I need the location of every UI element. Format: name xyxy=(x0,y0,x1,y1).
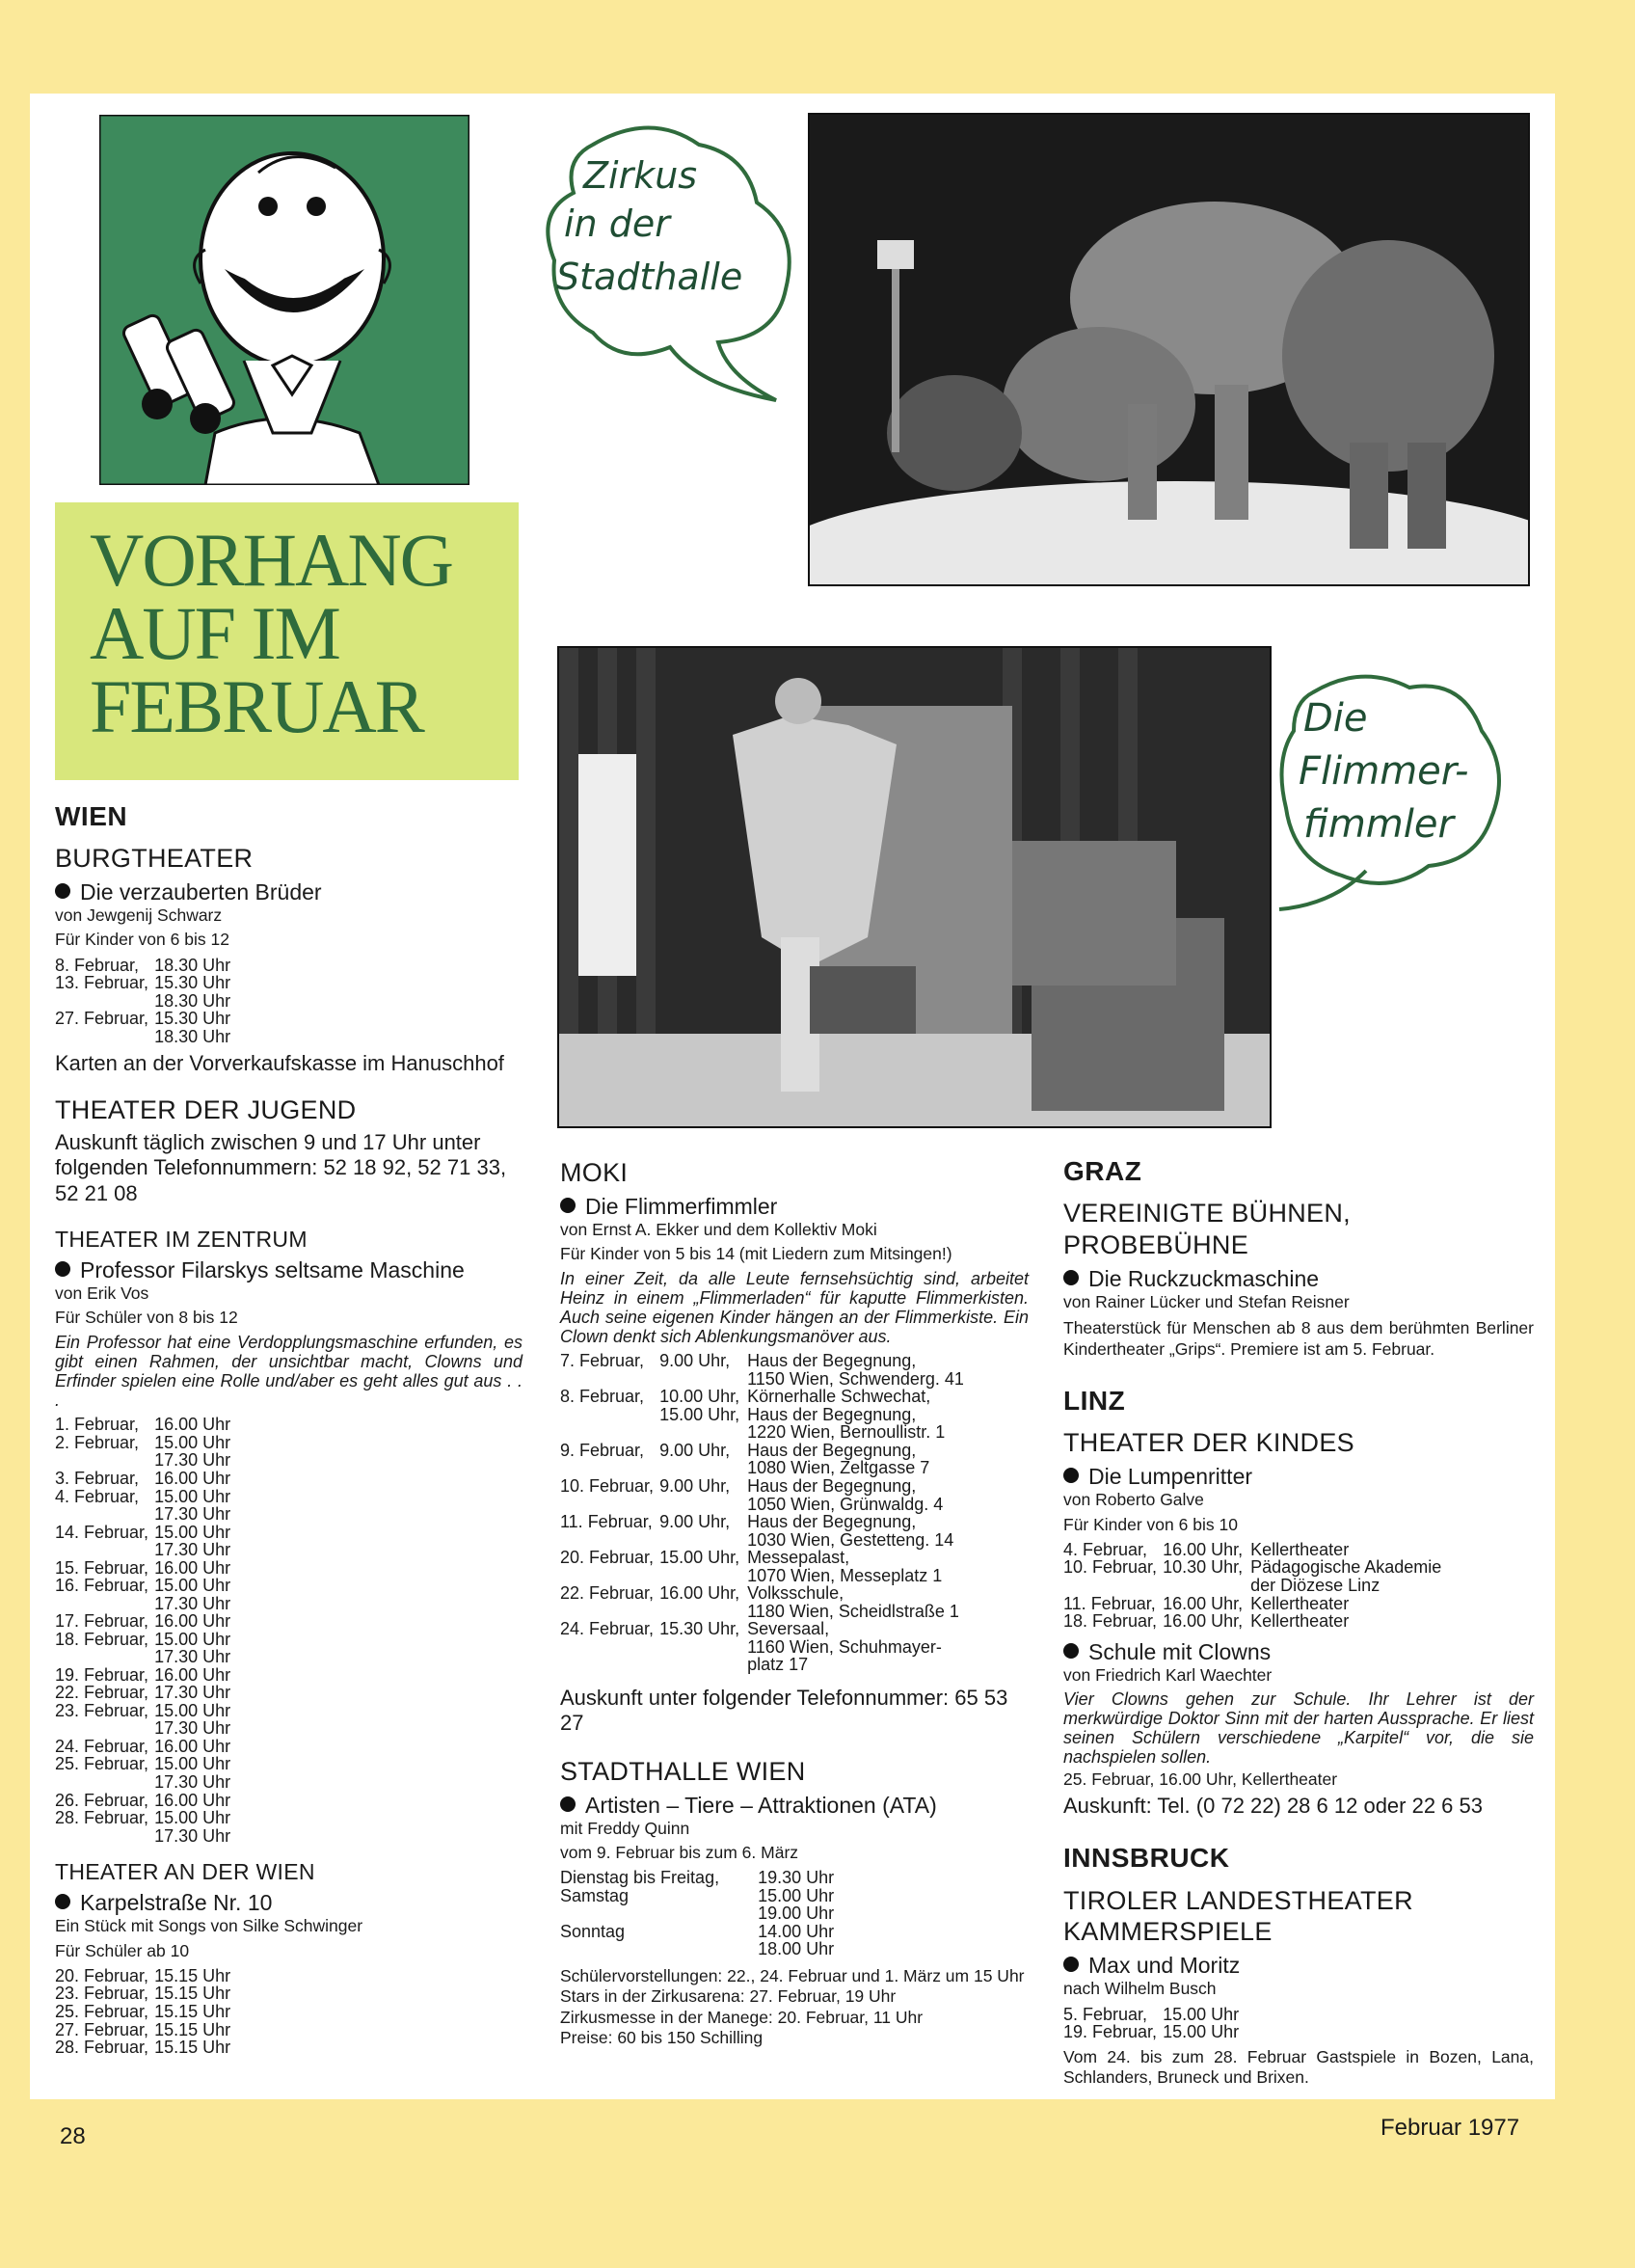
time-cell: 15.00 Uhr xyxy=(1163,2022,1240,2042)
time-cell: 16.00 Uhr, xyxy=(1163,1611,1244,1632)
date-cell xyxy=(55,1541,154,1559)
elephant-photo xyxy=(808,113,1530,586)
date-row xyxy=(560,1904,834,1923)
date-cell: 23. Februar, xyxy=(55,1984,149,2004)
date-cell: 13. Februar, xyxy=(55,973,149,993)
stadthalle-extra-3: Zirkusmesse in der Manege: 20. Februar, 11 Uhr xyxy=(560,2007,924,2027)
dates-moki xyxy=(560,1352,964,1674)
date-row xyxy=(560,1940,834,1958)
bubble-circus-line-3: Stadthalle xyxy=(556,256,743,298)
date-row xyxy=(55,1684,230,1702)
venue-stadthalle: STADTHALLE WIEN xyxy=(560,1756,806,1786)
date-cell: 5. Februar, xyxy=(1063,2004,1148,2024)
time-cell: 10.30 Uhr, xyxy=(1163,1557,1244,1578)
time-cell: 16.00 Uhr xyxy=(154,1611,231,1632)
time-cell: 15.00 Uhr xyxy=(154,1754,231,1774)
time-cell: 16.00 Uhr xyxy=(154,1736,231,1756)
place-cell: Seversaal, xyxy=(747,1619,830,1639)
time-cell: 17.30 Uhr xyxy=(154,1450,231,1471)
bubble-circus-line-2: in der xyxy=(564,202,670,245)
play-ruckzuck: Die Ruckzuckmaschine xyxy=(1063,1265,1534,1292)
time-cell: 15.30 Uhr xyxy=(154,973,231,993)
time-cell: 17.30 Uhr xyxy=(154,1683,231,1703)
moki-info: Auskunft unter folgender Telefonnummer: 65 53 27 xyxy=(560,1685,1008,1736)
time-cell: 15.30 Uhr xyxy=(154,1009,231,1029)
time-cell: 16.00 Uhr xyxy=(154,1790,231,1810)
time-cell xyxy=(659,1603,747,1621)
time-cell: 15.00 Uhr xyxy=(154,1700,231,1720)
stadthalle-extra-1: Schülervorstellungen: 22., 24. Februar und 1. März um 15 Uhr xyxy=(560,1965,1025,1985)
place-cell: 1160 Wien, Schuhmayer- xyxy=(747,1636,942,1657)
date-cell xyxy=(560,1656,659,1674)
date-row xyxy=(1063,1595,1441,1613)
dates-innsbruck xyxy=(1063,2006,1239,2041)
place-cell: 1220 Wien, Bernoullistr. 1 xyxy=(747,1422,946,1443)
date-row xyxy=(55,1577,230,1595)
place-cell: Haus der Begegnung, xyxy=(747,1351,917,1371)
date-row xyxy=(55,2021,230,2039)
time-cell: 16.00 Uhr xyxy=(154,1415,231,1435)
place-cell: Haus der Begegnung, xyxy=(747,1404,917,1424)
date-row xyxy=(560,1531,964,1550)
time-cell: 19.30 Uhr xyxy=(758,1868,835,1888)
date-cell xyxy=(560,1459,659,1477)
time-cell: 17.30 Uhr xyxy=(154,1540,231,1560)
time-cell xyxy=(659,1638,747,1657)
issue-date: Februar 1977 xyxy=(1380,2115,1520,2141)
date-row xyxy=(560,1388,964,1406)
date-cell: 2. Februar, xyxy=(55,1432,140,1452)
date-row xyxy=(55,1612,230,1631)
date-cell: 22. Februar, xyxy=(55,1683,149,1703)
time-cell: 10.00 Uhr, xyxy=(659,1387,740,1407)
venue-theater-der-jugend: THEATER DER JUGEND xyxy=(55,1094,357,1124)
place-cell: Pädagogische Akademie xyxy=(1250,1557,1442,1578)
time-cell: 15.00 Uhr xyxy=(154,1629,231,1649)
date-cell: 20. Februar, xyxy=(560,1548,655,1568)
date-cell: 8. Februar, xyxy=(560,1387,645,1407)
date-cell: Sonntag xyxy=(560,1921,626,1941)
play-karpelstrasse: Karpelstraße Nr. 10 xyxy=(55,1889,523,1916)
bubble-flimmer-line-2: Flimmer- xyxy=(1299,749,1469,794)
time-cell: 15.00 Uhr, xyxy=(659,1404,740,1424)
time-cell xyxy=(659,1423,747,1442)
date-row xyxy=(55,1559,230,1578)
time-cell: 16.00 Uhr, xyxy=(659,1583,740,1604)
age-linz: Für Kinder von 6 bis 10 xyxy=(1063,1514,1238,1534)
city-wien: WIEN xyxy=(55,801,128,831)
author-schwarz: von Jewgenij Schwarz xyxy=(55,905,223,926)
date-row xyxy=(55,2003,230,2021)
date-cell xyxy=(55,1451,154,1470)
desc-schule-mit-clowns: Vier Clowns gehen zur Schule. Ihr Lehrer ist der merkwürdige Doktor Sinn mit der harten Aussprache. Er liest seinen Schülern verschiedene „Karpitel“ vor, die sie nachspielen sollen. xyxy=(1063,1688,1534,1768)
date-cell: 10. Februar, xyxy=(560,1476,655,1497)
date-row xyxy=(55,1488,230,1506)
date-cell: 11. Februar, xyxy=(1063,1593,1156,1613)
date-row xyxy=(1063,1541,1441,1559)
date-cell xyxy=(55,1595,154,1613)
place-cell: 1050 Wien, Grünwaldg. 4 xyxy=(747,1494,944,1514)
date-row xyxy=(560,1567,964,1585)
date-row xyxy=(560,1406,964,1424)
place-cell: platz 17 xyxy=(747,1655,809,1675)
time-cell xyxy=(659,1496,747,1514)
page-number: 28 xyxy=(60,2123,86,2149)
age-zentrum: Für Schüler von 8 bis 12 xyxy=(55,1308,238,1328)
date-row xyxy=(560,1620,964,1638)
date-row xyxy=(55,1702,230,1720)
time-cell: 15.00 Uhr xyxy=(1163,2004,1240,2024)
time-cell: 15.00 Uhr xyxy=(154,1576,231,1596)
time-cell xyxy=(659,1531,747,1550)
burg-note: Karten an der Vorverkaufskasse im Hanuschhof xyxy=(55,1051,504,1076)
date-row xyxy=(55,1416,230,1434)
date-row xyxy=(55,1967,230,1985)
time-cell: 18.30 Uhr xyxy=(154,1026,231,1046)
city-graz: GRAZ xyxy=(1063,1156,1142,1186)
play-flimmerfimmler: Die Flimmerfimmler xyxy=(560,1193,1029,1220)
place-cell: Körnerhalle Schwechat, xyxy=(747,1387,931,1407)
time-cell: 15.15 Uhr xyxy=(154,2038,231,2058)
date-cell: 19. Februar, xyxy=(1063,2022,1158,2042)
date-row xyxy=(560,1887,834,1905)
bubble-flimmer-line-1: Die xyxy=(1303,696,1368,741)
date-row xyxy=(560,1549,964,1567)
dates-burgtheater xyxy=(55,957,230,1046)
title-line-1: VORHANG xyxy=(90,518,452,602)
cartoon-illustration xyxy=(99,115,469,485)
time-cell: 15.15 Uhr xyxy=(154,2001,231,2021)
city-innsbruck: INNSBRUCK xyxy=(1063,1843,1230,1874)
date-cell: 24. Februar, xyxy=(55,1736,149,1756)
place-cell: Haus der Begegnung, xyxy=(747,1512,917,1532)
page-title xyxy=(90,518,452,748)
author-vos: von Erik Vos xyxy=(55,1283,149,1304)
date-cell: 20. Februar, xyxy=(55,1965,149,1985)
date-cell: 1. Februar, xyxy=(55,1415,140,1435)
date-cell: 10. Februar, xyxy=(1063,1557,1158,1578)
time-cell xyxy=(659,1567,747,1585)
dates-an-der-wien xyxy=(55,1967,230,2057)
author-waechter: von Friedrich Karl Waechter xyxy=(1063,1664,1273,1685)
date-cell xyxy=(55,1773,154,1792)
speech-bubble-circus xyxy=(535,116,810,410)
date-cell xyxy=(55,1648,154,1666)
date-row xyxy=(55,1755,230,1773)
time-cell: 16.00 Uhr xyxy=(154,1664,231,1685)
date-row xyxy=(55,1648,230,1666)
date-cell: 27. Februar, xyxy=(55,2019,149,2039)
dates-linz xyxy=(1063,1541,1441,1631)
author-galve: von Roberto Galve xyxy=(1063,1490,1204,1510)
date-cell: 22. Februar, xyxy=(560,1583,655,1604)
time-cell: 18.30 Uhr xyxy=(154,990,231,1011)
date-cell: 3. Februar, xyxy=(55,1468,140,1488)
time-cell: 17.30 Uhr xyxy=(154,1825,231,1846)
date-row xyxy=(560,1352,964,1370)
time-cell: 17.30 Uhr xyxy=(154,1593,231,1613)
place-cell: der Diözese Linz xyxy=(1250,1576,1380,1595)
date-row xyxy=(560,1584,964,1603)
play-verzauberten: Die verzauberten Brüder xyxy=(55,878,523,905)
time-cell: 15.00 Uhr xyxy=(154,1808,231,1828)
date-row xyxy=(55,1719,230,1738)
time-cell: 9.00 Uhr, xyxy=(659,1351,731,1371)
play-max-und-moritz: Max und Moritz xyxy=(1063,1952,1534,1979)
date-row xyxy=(1063,1558,1441,1577)
date-row xyxy=(55,1738,230,1756)
date-row xyxy=(55,1792,230,1810)
time-cell: 15.00 Uhr, xyxy=(659,1548,740,1568)
left-column xyxy=(55,800,523,2057)
right-column xyxy=(1063,1155,1534,2089)
date-cell xyxy=(560,1567,659,1585)
time-cell: 18.00 Uhr xyxy=(758,1939,835,1959)
place-cell: Messepalast, xyxy=(747,1548,850,1568)
date-cell xyxy=(560,1406,659,1424)
date-cell xyxy=(55,992,154,1011)
date-row xyxy=(55,1984,230,2003)
date-row xyxy=(55,1631,230,1649)
date-cell xyxy=(560,1370,659,1389)
venue-vereinigte-buehnen: VEREINIGTE BÜHNEN, PROBEBÜHNE xyxy=(1063,1199,1351,1260)
date-row xyxy=(560,1496,964,1514)
age-wien: Für Schüler ab 10 xyxy=(55,1940,190,1960)
time-cell xyxy=(659,1656,747,1674)
date-cell xyxy=(560,1638,659,1657)
date-row xyxy=(560,1513,964,1531)
date-cell: 28. Februar, xyxy=(55,1808,149,1828)
date-cell xyxy=(55,1827,154,1846)
date-cell xyxy=(560,1423,659,1442)
date-row xyxy=(560,1603,964,1621)
date-cell: 18. Februar, xyxy=(55,1629,149,1649)
period-stadthalle: vom 9. Februar bis zum 6. März xyxy=(560,1842,799,1862)
desc-filarsky: Ein Professor hat eine Verdopplungsmaschine erfunden, es gibt einen Rahmen, der unsichtbar macht, Clowns und Erfinder spielen eine Rolle und/aber es geht alles gut aus . . . xyxy=(55,1332,523,1411)
time-cell: 16.00 Uhr, xyxy=(1163,1593,1244,1613)
author-quinn: mit Freddy Quinn xyxy=(560,1818,690,1838)
date-row xyxy=(55,1541,230,1559)
date-cell: 26. Februar, xyxy=(55,1790,149,1810)
play-lumpenritter: Die Lumpenritter xyxy=(1063,1463,1534,1490)
play-filarsky: Professor Filarskys seltsame Maschine xyxy=(55,1256,523,1283)
date-cell xyxy=(560,1496,659,1514)
place-cell: Kellertheater xyxy=(1250,1539,1350,1559)
date-row xyxy=(560,1638,964,1657)
time-cell xyxy=(1163,1577,1250,1595)
date-row xyxy=(560,1423,964,1442)
play-schule-mit-clowns: Schule mit Clowns xyxy=(1063,1638,1534,1665)
innsbruck-note: Vom 24. bis zum 28. Februar Gastspiele in Bozen, Lana, Schlanders, Bruneck und Brixen. xyxy=(1063,2046,1534,2088)
time-cell: 15.00 Uhr xyxy=(758,1885,835,1905)
date-row xyxy=(560,1442,964,1460)
date-row xyxy=(560,1923,834,1941)
bubble-circus-line-1: Zirkus xyxy=(583,154,698,197)
time-cell: 18.30 Uhr xyxy=(154,955,231,975)
date-cell xyxy=(560,1940,758,1958)
place-cell: 1070 Wien, Messeplatz 1 xyxy=(747,1565,943,1585)
date-cell: 28. Februar, xyxy=(55,2038,149,2058)
date-cell: 14. Februar, xyxy=(55,1522,149,1542)
time-cell: 17.30 Uhr xyxy=(154,1647,231,1667)
time-cell: 17.30 Uhr xyxy=(154,1718,231,1739)
times-stadthalle xyxy=(560,1869,834,1958)
date-row xyxy=(55,1666,230,1685)
time-cell: 15.15 Uhr xyxy=(154,1984,231,2004)
date-row xyxy=(1063,2023,1239,2041)
date-cell: 16. Februar, xyxy=(55,1576,149,1596)
date-row xyxy=(55,1470,230,1488)
time-cell: 14.00 Uhr xyxy=(758,1921,835,1941)
author-schwinger: Ein Stück mit Songs von Silke Schwinger xyxy=(55,1916,363,1936)
date-row xyxy=(55,1773,230,1792)
date-cell: 9. Februar, xyxy=(560,1440,645,1460)
time-cell: 15.15 Uhr xyxy=(154,2019,231,2039)
time-cell: 15.00 Uhr xyxy=(154,1522,231,1542)
city-linz: LINZ xyxy=(1063,1386,1126,1417)
date-row xyxy=(1063,1577,1441,1595)
date-cell: 24. Februar, xyxy=(560,1619,655,1639)
date-row xyxy=(560,1869,834,1887)
time-cell: 19.00 Uhr xyxy=(758,1904,835,1924)
date-cell: 7. Februar, xyxy=(560,1351,645,1371)
age-burg: Für Kinder von 6 bis 12 xyxy=(55,930,229,950)
play-ata: Artisten – Tiere – Attraktionen (ATA) xyxy=(560,1792,1029,1819)
date-cell: 25. Februar, xyxy=(55,2001,149,2021)
venue-theater-der-kindes: THEATER DER KINDES xyxy=(1063,1428,1354,1458)
date-cell: 23. Februar, xyxy=(55,1700,149,1720)
time-cell: 16.00 Uhr, xyxy=(1163,1539,1244,1559)
time-cell: 9.00 Uhr, xyxy=(659,1512,731,1532)
stadthalle-extra-4: Preise: 60 bis 150 Schilling xyxy=(560,2028,764,2047)
jugend-info: Auskunft täglich zwischen 9 und 17 Uhr unter folgenden Telefonnummern: 52 18 92, 52 71 33, 52 21 08 xyxy=(55,1129,507,1205)
date-cell: 4. Februar, xyxy=(55,1486,140,1506)
date-schule-mit-clowns: 25. Februar, 16.00 Uhr, Kellertheater xyxy=(1063,1768,1338,1789)
date-cell xyxy=(560,1904,758,1923)
date-row xyxy=(55,1505,230,1524)
linz-info: Auskunft: Tel. (0 72 22) 28 6 12 oder 22 6 53 xyxy=(1063,1793,1484,1818)
middle-column xyxy=(560,1157,1029,2048)
time-cell: 15.00 Uhr xyxy=(154,1432,231,1452)
date-row xyxy=(560,1477,964,1496)
date-row xyxy=(55,1595,230,1613)
date-row xyxy=(560,1370,964,1389)
date-cell: 8. Februar, xyxy=(55,955,140,975)
author-luecker: von Rainer Lücker und Stefan Reisner xyxy=(1063,1292,1350,1312)
date-cell: 15. Februar, xyxy=(55,1557,149,1578)
venue-theater-an-der-wien: THEATER AN DER WIEN xyxy=(55,1859,315,1885)
place-cell: 1180 Wien, Scheidlstraße 1 xyxy=(747,1601,959,1621)
place-cell: Volksschule, xyxy=(747,1583,844,1604)
title-box xyxy=(55,502,519,780)
venue-moki: MOKI xyxy=(560,1158,629,1187)
time-cell: 15.30 Uhr, xyxy=(659,1619,740,1639)
date-row xyxy=(1063,2006,1239,2024)
date-cell: 27. Februar, xyxy=(55,1009,149,1029)
date-cell: 17. Februar, xyxy=(55,1611,149,1632)
venue-tiroler-landestheater: TIROLER LANDESTHEATER KAMMERSPIELE xyxy=(1063,1885,1413,1947)
bubble-flimmer-line-3: fimmler xyxy=(1303,802,1454,847)
date-cell: 19. Februar, xyxy=(55,1664,149,1685)
author-busch: nach Wilhelm Busch xyxy=(1063,1979,1217,1999)
place-cell: 1080 Wien, Zeltgasse 7 xyxy=(747,1458,930,1478)
speech-bubble-flimmer xyxy=(1274,663,1512,919)
date-row xyxy=(560,1656,964,1674)
author-ekker: von Ernst A. Ekker und dem Kollektiv Moki xyxy=(560,1219,877,1239)
date-row xyxy=(55,2038,230,2057)
place-cell: Haus der Begegnung, xyxy=(747,1476,917,1497)
desc-ruckzuck: Theaterstück für Menschen ab 8 aus dem berühmten Berliner Kindertheater „Grips“. Premiere ist am 5. Februar. xyxy=(1063,1318,1534,1359)
time-cell: 15.00 Uhr xyxy=(154,1486,231,1506)
date-row xyxy=(1063,1612,1441,1631)
time-cell xyxy=(659,1370,747,1389)
date-cell: 11. Februar, xyxy=(560,1512,653,1532)
date-cell xyxy=(55,1719,154,1738)
time-cell: 17.30 Uhr xyxy=(154,1504,231,1525)
date-cell xyxy=(560,1531,659,1550)
date-cell xyxy=(55,1028,154,1046)
date-cell: 25. Februar, xyxy=(55,1754,149,1774)
place-cell: 1030 Wien, Gestetteng. 14 xyxy=(747,1529,954,1550)
time-cell: 9.00 Uhr, xyxy=(659,1476,731,1497)
date-cell xyxy=(55,1505,154,1524)
date-cell: 4. Februar, xyxy=(1063,1539,1148,1559)
place-cell: Kellertheater xyxy=(1250,1593,1350,1613)
place-cell: Kellertheater xyxy=(1250,1611,1350,1632)
time-cell: 9.00 Uhr, xyxy=(659,1440,731,1460)
time-cell: 15.15 Uhr xyxy=(154,1965,231,1985)
time-cell: 17.30 Uhr xyxy=(154,1772,231,1793)
venue-burgtheater: BURGTHEATER xyxy=(55,844,254,874)
title-line-2: AUF IM xyxy=(90,591,339,675)
place-cell: Haus der Begegnung, xyxy=(747,1440,917,1460)
time-cell xyxy=(659,1459,747,1477)
flimmerfimmler-photo xyxy=(557,646,1272,1128)
date-cell: Samstag xyxy=(560,1885,630,1905)
date-row xyxy=(55,1809,230,1827)
venue-theater-im-zentrum: THEATER IM ZENTRUM xyxy=(55,1226,308,1252)
dates-zentrum xyxy=(55,1416,230,1845)
date-cell: Dienstag bis Freitag, xyxy=(560,1868,720,1888)
date-row xyxy=(55,1434,230,1452)
desc-flimmerfimmler: In einer Zeit, da alle Leute fernsehsüchtig sind, arbeitet Heinz in einem „Flimmerladen“ für kaputte Flimmerkisten. Auch seine eigenen Kinder hängen an der Flimmerkiste. Ein Clown denkt sich Ablenkungsmanöver aus. xyxy=(560,1268,1029,1347)
time-cell: 16.00 Uhr xyxy=(154,1468,231,1488)
date-row xyxy=(55,1524,230,1542)
age-moki: Für Kinder von 5 bis 14 (mit Liedern zum Mitsingen!) xyxy=(560,1244,952,1264)
place-cell: 1150 Wien, Schwenderg. 41 xyxy=(747,1368,964,1389)
title-line-3: FEBRUAR xyxy=(90,664,423,748)
date-row xyxy=(560,1459,964,1477)
stadthalle-extra-2: Stars in der Zirkusarena: 27. Februar, 19 Uhr xyxy=(560,1986,897,2007)
date-cell xyxy=(1063,1577,1163,1595)
date-cell xyxy=(560,1603,659,1621)
date-row xyxy=(55,1827,230,1846)
date-row xyxy=(55,1451,230,1470)
time-cell: 16.00 Uhr xyxy=(154,1557,231,1578)
date-cell: 18. Februar, xyxy=(1063,1611,1158,1632)
